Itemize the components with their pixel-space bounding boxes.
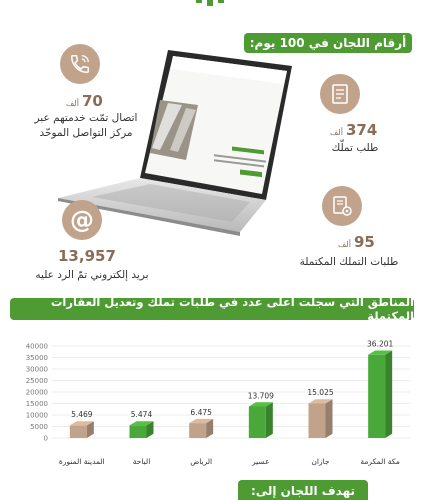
category-label: عسير [252, 457, 270, 466]
regions-title: المناطق التي سجلت أعلى عدد في طلبات تملك وتعديل العقارات المكتملة [50, 295, 414, 323]
bar-value-label: 5.469 [71, 410, 93, 420]
chart-bars [70, 351, 392, 438]
y-tick-label: 25000 [25, 377, 48, 385]
bar-front [309, 403, 326, 438]
completed-value: 95ألف [338, 233, 375, 251]
calls-value: 70ألف [66, 92, 103, 110]
bar-front [70, 425, 87, 438]
email-value: 13,957 [58, 247, 116, 265]
y-tick-label: 15000 [25, 400, 48, 408]
category-label: المدينة المنورة [58, 457, 105, 466]
bar-front [368, 355, 385, 438]
bar-value-label: 13.709 [247, 391, 274, 401]
bar-side [266, 402, 273, 438]
completed-label: طلبات التملك المكتملة [299, 256, 399, 268]
chart-labels [26, 340, 400, 466]
category-label: مكة المكرمة [360, 457, 400, 466]
y-tick-label: 0 [43, 434, 48, 443]
goals-title-banner [238, 480, 368, 500]
bar [70, 421, 94, 438]
email-label: بريد إلكتروني تمّ الرد عليه [35, 269, 149, 281]
y-tick-label: 5000 [30, 423, 48, 431]
bar [130, 421, 154, 438]
y-tick-label: 40000 [25, 342, 48, 351]
bar-value-label: 15.025 [307, 388, 334, 398]
bar-front [130, 425, 147, 438]
bar-value-label: 5.474 [130, 410, 153, 420]
bar-value-label: 6.475 [190, 407, 212, 417]
y-tick-label: 10000 [25, 411, 48, 420]
category-label: جازان [311, 457, 330, 466]
category-label: الباحة [132, 457, 151, 466]
bar-side [385, 351, 392, 438]
goals-title: تهدف اللجان إلى: [250, 484, 356, 498]
bar-value-label: 36.201 [367, 339, 394, 349]
stats-title: أرقام اللجان في 100 يوم: [249, 36, 407, 50]
at-icon: @ [70, 206, 94, 234]
bar-front [189, 423, 206, 438]
bar [368, 351, 392, 438]
chart-grid [52, 346, 410, 438]
bar-front [249, 406, 266, 438]
category-label: الرياض [190, 457, 213, 466]
bar [189, 419, 213, 438]
bar [249, 402, 273, 438]
calls-label: اتصال تمّت خدمتهم عبر مركز التواصل الموحّد [34, 112, 138, 139]
y-tick-label: 35000 [25, 354, 48, 362]
y-tick-label: 20000 [25, 388, 48, 397]
ownership-label: طلب تملّك [331, 142, 379, 154]
ownership-value: 374ألف [330, 121, 378, 139]
y-tick-label: 30000 [25, 365, 48, 374]
bar [309, 399, 333, 438]
bar-side [326, 399, 333, 438]
